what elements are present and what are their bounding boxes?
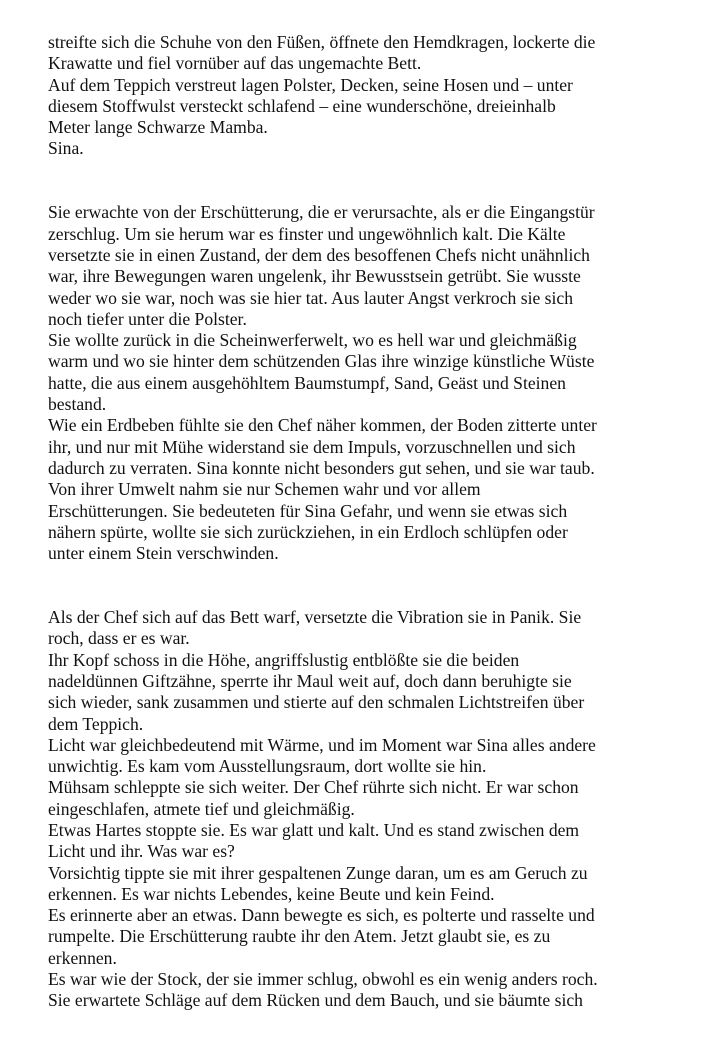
text-line: roch, dass er es war. <box>48 628 190 649</box>
text-line: Krawatte und fiel vornüber auf das ungemachte Bett. <box>48 53 422 74</box>
text-line: sich wieder, sank zusammen und stierte auf den schmalen Lichtstreifen über <box>48 692 585 713</box>
text-line: rumpelte. Die Erschütterung raubte ihr den Atem. Jetzt glaubt sie, es zu <box>48 926 551 947</box>
text-line: versetzte sie in einen Zustand, der dem des besoffenen Chefs nicht unähnlich <box>48 244 590 265</box>
text-line: Es erinnerte aber an etwas. Dann bewegte es sich, es polterte und rasselte und <box>48 905 595 926</box>
text-line: unter einem Stein verschwinden. <box>48 543 279 564</box>
text-line: dem Teppich. <box>48 713 144 734</box>
text-line: Sie erwartete Schläge auf dem Rücken und dem Bauch, und sie bäumte sich <box>48 990 583 1011</box>
text-line: ihr, und nur mit Mühe widerstand sie dem Impuls, vorzuschnellen und sich <box>48 436 576 457</box>
text-line: Sie erwachte von der Erschütterung, die er verursachte, als er die Eingangstür <box>48 202 595 223</box>
text-line: Licht war gleichbedeutend mit Wärme, und im Moment war Sina alles andere <box>48 734 596 755</box>
text-line: noch tiefer unter die Polster. <box>48 308 247 329</box>
text-line: Von ihrer Umwelt nahm sie nur Schemen wahr und vor allem <box>48 479 481 500</box>
text-line: dadurch zu verraten. Sina konnte nicht besonders gut sehen, und sie war taub. <box>48 457 595 478</box>
text-line: zerschlug. Um sie herum war es finster und ungewöhnlich kalt. Die Kälte <box>48 223 566 244</box>
text-line: unwichtig. Es kam vom Ausstellungsraum, dort wollte sie hin. <box>48 756 487 777</box>
paragraph-block <box>48 32 688 160</box>
text-line: Sina. <box>48 138 84 159</box>
text-line: hatte, die aus einem ausgehöhltem Baumstumpf, Sand, Geäst und Steinen <box>48 372 566 393</box>
text-line: weder wo sie war, noch was sie hier tat. Aus lauter Angst verkroch sie sich <box>48 287 574 308</box>
paragraph-block <box>48 202 688 564</box>
text-line: Als der Chef sich auf das Bett warf, versetzte die Vibration sie in Panik. Sie <box>48 607 582 628</box>
text-line: diesem Stoffwulst versteckt schlafend – eine wunderschöne, dreieinhalb <box>48 95 556 116</box>
text-line: streifte sich die Schuhe von den Füßen, öffnete den Hemdkragen, lockerte die <box>48 32 596 52</box>
paragraph-gap <box>48 564 688 607</box>
document-page <box>48 32 688 1012</box>
text-line: nadeldünnen Giftzähne, sperrte ihr Maul weit auf, doch dann beruhigte sie <box>48 670 572 691</box>
text-line: bestand. <box>48 394 107 415</box>
text-line: Meter lange Schwarze Mamba. <box>48 117 268 138</box>
paragraph-gap <box>48 160 688 203</box>
paragraph-block <box>48 607 688 1012</box>
text-line: Es war wie der Stock, der sie immer schlug, obwohl es ein wenig anders roch. <box>48 969 598 990</box>
text-line: Licht und ihr. Was war es? <box>48 841 235 862</box>
text-line: nähern spürte, wollte sie sich zurückziehen, in ein Erdloch schlüpfen oder <box>48 521 568 542</box>
text-line: war, ihre Bewegungen waren ungelenk, ihr Bewusstsein getrübt. Sie wusste <box>48 266 581 287</box>
text-line: Wie ein Erdbeben fühlte sie den Chef näher kommen, der Boden zitterte unter <box>48 415 597 436</box>
text-line: Mühsam schleppte sie sich weiter. Der Chef rührte sich nicht. Er war schon <box>48 777 579 798</box>
text-line: warm und wo sie hinter dem schützenden Glas ihre winzige künstliche Wüste <box>48 351 595 372</box>
text-line: Etwas Hartes stoppte sie. Es war glatt und kalt. Und es stand zwischen dem <box>48 819 580 840</box>
text-line: Auf dem Teppich verstreut lagen Polster, Decken, seine Hosen und – unter <box>48 74 573 95</box>
text-line: erkennen. Es war nichts Lebendes, keine Beute und kein Feind. <box>48 883 495 904</box>
text-line: Sie wollte zurück in die Scheinwerferwelt, wo es hell war und gleichmäßig <box>48 330 577 351</box>
text-line: Ihr Kopf schoss in die Höhe, angriffslustig entblößte sie die beiden <box>48 649 520 670</box>
text-line: eingeschlafen, atmete tief und gleichmäßig. <box>48 798 355 819</box>
text-line: erkennen. <box>48 947 117 968</box>
text-line: Vorsichtig tippte sie mit ihrer gespaltenen Zunge daran, um es am Geruch zu <box>48 862 588 883</box>
text-line: Erschütterungen. Sie bedeuteten für Sina Gefahr, und wenn sie etwas sich <box>48 500 568 521</box>
